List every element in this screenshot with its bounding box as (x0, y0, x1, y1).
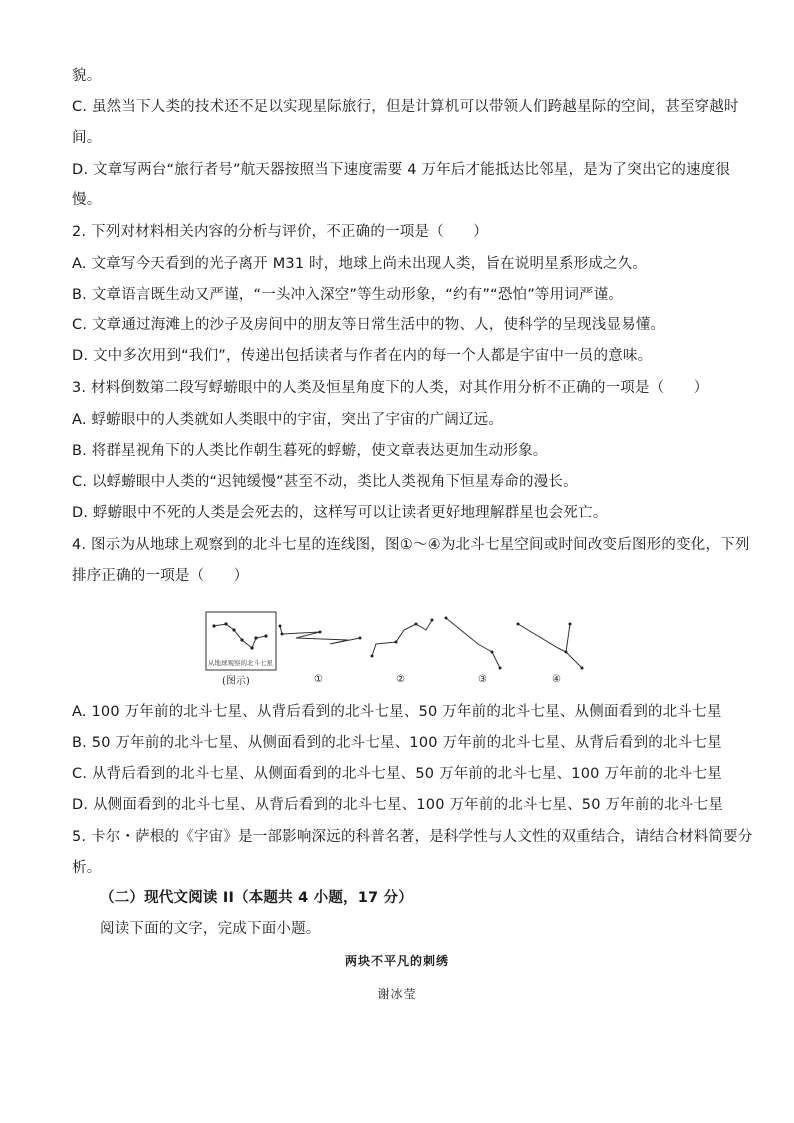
question-3: 3. 材料倒数第二段写蜉蝣眼中的人类及恒星角度下的人类，对其作用分析不正确的一项是（ ） (72, 380, 709, 396)
option-4d: D. 从侧面看到的北斗七星、从背后看到的北斗七星、100 万年前的北斗七星、50 万年前的北斗七星 (72, 797, 724, 813)
dipper-variant-3 (446, 618, 500, 668)
option-2d: D. 文中多次用到“我们”，传递出包括读者与作者在内的每一个人都是宇宙中一员的意味。 (72, 348, 653, 364)
text-line: 貌。 (72, 68, 102, 84)
option-4b: B. 50 万年前的北斗七星、从侧面看到的北斗七星、100 万年前的北斗七星、从背后看到的北斗七星 (72, 735, 722, 751)
text-line: 间。 (72, 130, 102, 146)
option-3a: A. 蜉蝣眼中的人类就如人类眼中的宇宙，突出了宇宙的广阔辽远。 (72, 412, 504, 428)
text-line: 析。 (72, 860, 102, 876)
label-1: ① (314, 674, 323, 685)
big-dipper-figure (200, 608, 600, 688)
option-3c: C. 以蜉蝣眼中人类的“迟钝缓慢”甚至不动，类比人类视角下恒星寿命的漫长。 (72, 474, 578, 490)
big-dipper-diagram (200, 608, 600, 688)
section-heading: （二）现代文阅读 II（本题共 4 小题，17 分） (100, 890, 413, 906)
label-3: ③ (478, 674, 487, 685)
reading-instruction: 阅读下面的文字，完成下面小题。 (100, 921, 321, 937)
option-1c: C. 虽然当下人类的技术还不足以实现星际旅行，但是计算机可以带领人们跨越星际的空间，甚至穿越时 (72, 99, 739, 115)
dipper-earth-view (214, 624, 266, 648)
label-4: ④ (552, 674, 561, 685)
text-line: 慢。 (72, 192, 102, 208)
text-line: 排序正确的一项是（ ） (72, 568, 249, 584)
dipper-variant-1 (280, 626, 360, 644)
dipper-earth-stars (212, 622, 267, 649)
option-3b: B. 将群星视角下的人类比作朝生暮死的蜉蝣，使文章表达更加生动形象。 (72, 443, 548, 459)
box-caption: 从地球观察的北斗七星 (208, 659, 273, 667)
passage-author: 谢冰莹 (377, 987, 417, 1001)
example-label: (图示) (222, 676, 250, 687)
option-2a: A. 文章写今天看到的光子离开 M31 时，地球上尚未出现人类，旨在说明星系形成之久。 (72, 256, 648, 272)
option-3d: D. 蜉蝣眼中不死的人类是会死去的，这样写可以让读者更好地理解群星也会死亡。 (72, 505, 608, 521)
dipper-variant-2 (372, 620, 432, 656)
option-4a: A. 100 万年前的北斗七星、从背后看到的北斗七星、50 万年前的北斗七星、从侧面看到的北斗七星 (72, 704, 722, 720)
option-4c: C. 从背后看到的北斗七星、从侧面看到的北斗七星、50 万年前的北斗七星、100 万年前的北斗七星 (72, 766, 722, 782)
option-2c: C. 文章通过海滩上的沙子及房间中的朋友等日常生活中的物、人，使科学的呈现浅显易懂。 (72, 317, 666, 333)
dipper-variant-4 (518, 624, 582, 668)
question-5: 5. 卡尔・萨根的《宇宙》是一部影响深远的科普名著，是科学性与人文性的双重结合，请结合材料简要分 (72, 829, 753, 845)
question-2: 2. 下列对材料相关内容的分析与评价，不正确的一项是（ ） (72, 224, 488, 240)
passage-title: 两块不平凡的刺绣 (344, 954, 449, 968)
question-4: 4. 图示为从地球上观察到的北斗七星的连线图，图①～④为北斗七星空间或时间改变后图形的变化，下列 (72, 537, 750, 553)
option-2b: B. 文章语言既生动又严谨，“一头冲入深空”等生动形象，“约有”“恐怕”等用词严谨。 (72, 287, 624, 303)
label-2: ② (396, 674, 405, 685)
option-1d: D. 文章写两台“旅行者号”航天器按照当下速度需要 4 万年后才能抵达比邻星，是为了突出它的速度很 (72, 162, 731, 178)
